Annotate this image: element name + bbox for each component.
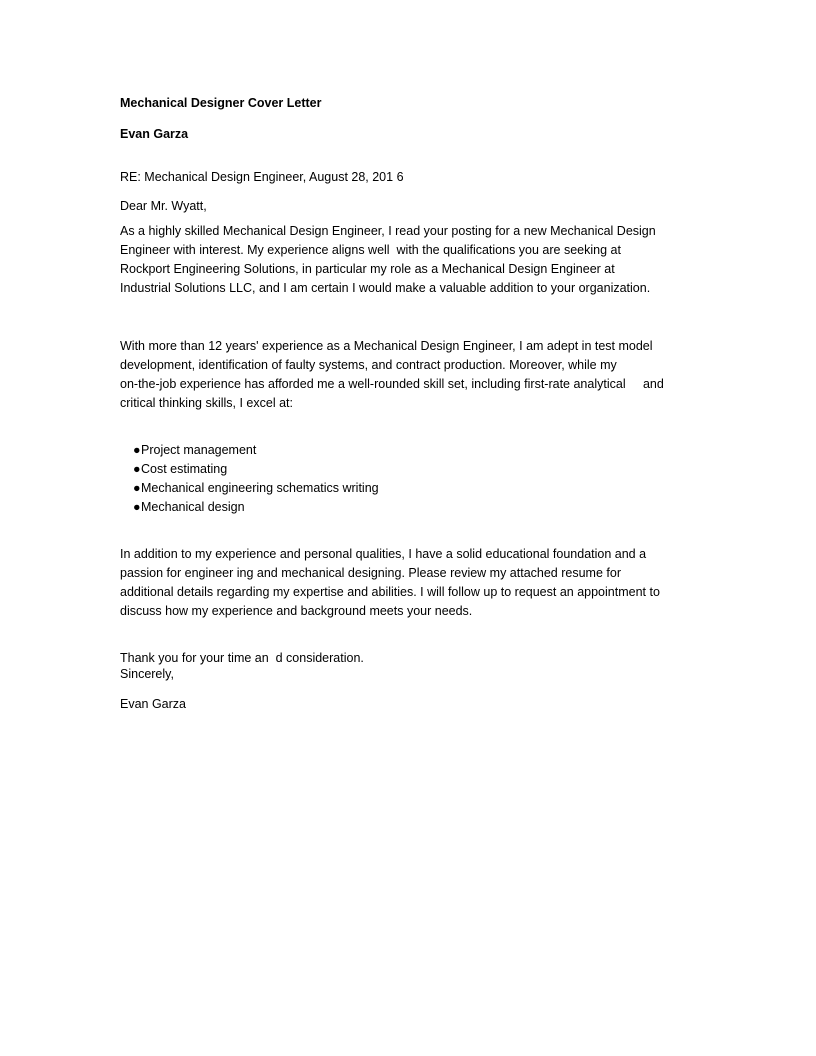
bullet-icon: ● (133, 443, 141, 457)
paragraph-line: additional details regarding my expertise and abilities. I will follow up to request an appointment to (120, 585, 660, 599)
paragraph-line: Rockport Engineering Solutions, in particular my role as a Mechanical Design Engineer at (120, 262, 615, 276)
paragraph-line: development, identification of faulty systems, and contract production. Moreover, while my (120, 358, 617, 372)
closing-thanks: Thank you for your time an d consideration. (120, 651, 364, 665)
paragraph-line: With more than 12 years' experience as a Mechanical Design Engineer, I am adept in test model (120, 339, 653, 353)
skill-label: Cost estimating (141, 462, 228, 476)
paragraph-line: critical thinking skills, I excel at: (120, 396, 293, 410)
paragraph-line: on-the-job experience has afforded me a well-rounded skill set, including first-rate analytical and (120, 377, 664, 391)
list-item (133, 441, 256, 460)
paragraph-line: Industrial Solutions LLC, and I am certain I would make a valuable addition to your organization. (120, 281, 651, 295)
list-item (133, 498, 245, 517)
skill-label: Project management (141, 443, 257, 457)
bullet-icon: ● (133, 481, 141, 495)
signature: Evan Garza (120, 697, 187, 711)
closing: Sincerely, (120, 667, 174, 681)
list-item (133, 479, 379, 498)
paragraph-line: discuss how my experience and background meets your needs. (120, 604, 473, 618)
re-line: RE: Mechanical Design Engineer, August 28, 201 6 (120, 170, 404, 184)
paragraph-line: As a highly skilled Mechanical Design Engineer, I read your posting for a new Mechanical Design (120, 224, 656, 238)
bullet-icon: ● (133, 462, 141, 476)
salutation: Dear Mr. Wyatt, (120, 199, 207, 213)
list-item (133, 460, 227, 479)
bullet-icon: ● (133, 500, 141, 514)
paragraph-line: Engineer with interest. My experience aligns well with the qualifications you are seeking at (120, 243, 621, 257)
sender-name: Evan Garza (120, 127, 189, 141)
letter-title: Mechanical Designer Cover Letter (120, 96, 322, 110)
skill-label: Mechanical engineering schematics writing (141, 481, 379, 495)
paragraph-line: passion for engineer ing and mechanical designing. Please review my attached resume for (120, 566, 621, 580)
paragraph-line: In addition to my experience and personal qualities, I have a solid educational foundation and a (120, 547, 647, 561)
skill-label: Mechanical design (141, 500, 245, 514)
